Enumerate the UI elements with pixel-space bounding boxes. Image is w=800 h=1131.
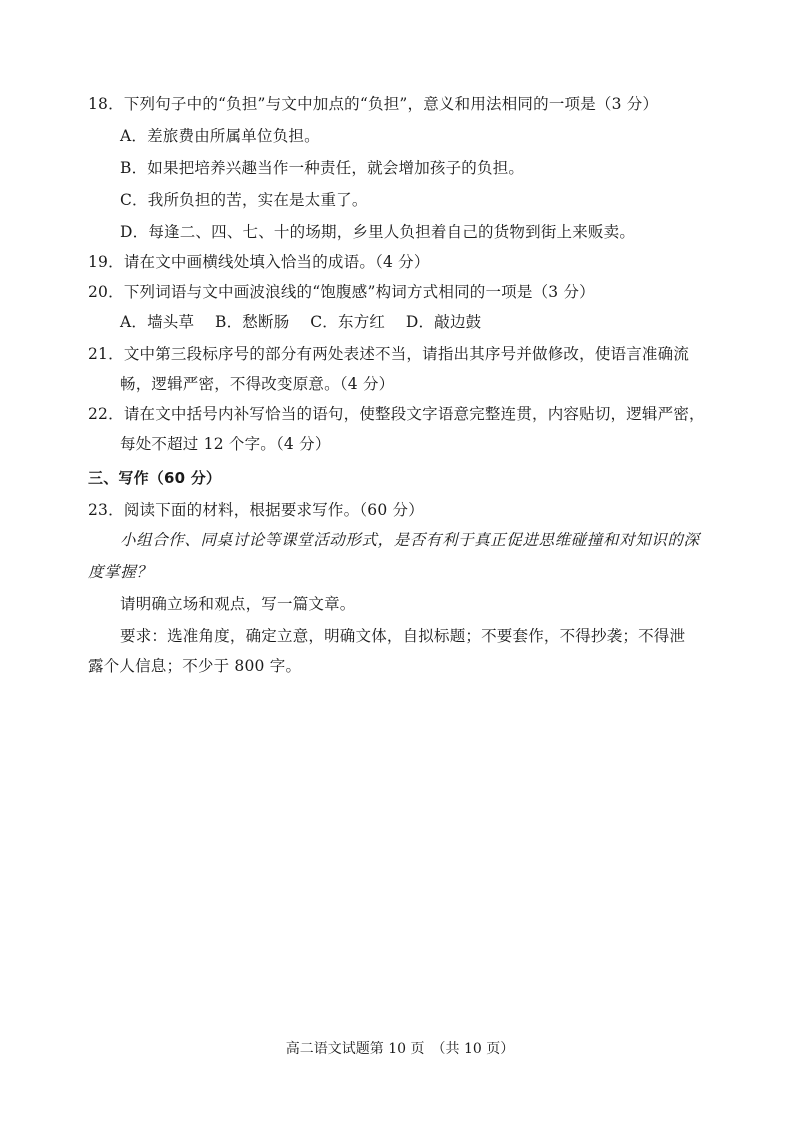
q22-line1: 22．请在文中括号内补写恰当的语句，使整段文字语意完整连贯，内容贴切，逻辑严密， <box>88 405 705 423</box>
q19-stem: 19．请在文中画横线处填入恰当的成语。（4 分） <box>88 253 430 271</box>
q21-line1: 21．文中第三段标序号的部分有两处表述不当，请指出其序号并做修改，使语言准确流 <box>88 345 690 363</box>
q20-options: A．墙头草 B．愁断肠 C．东方红 D．敲边鼓 <box>120 313 482 331</box>
q18-option-d: D．每逢二、四、七、十的场期，乡里人负担着自己的货物到街上来贩卖。 <box>120 223 636 241</box>
q18-option-b: B．如果把培养兴趣当作一种责任，就会增加孩子的负担。 <box>120 159 525 177</box>
section-heading-writing: 三、写作（60 分） <box>88 469 222 487</box>
q18-option-a: A．差旅费由所属单位负担。 <box>120 127 320 145</box>
q23-material-line1: 小组合作、同桌讨论等课堂活动形式，是否有利于真正促进思维碰撞和对知识的深 <box>120 531 700 549</box>
q18-option-c: C．我所负担的苦，实在是太重了。 <box>120 191 368 209</box>
q21-line2: 畅，逻辑严密，不得改变原意。（4 分） <box>120 375 395 393</box>
q18-stem: 18．下列句子中的“负担”与文中加点的“负担”，意义和用法相同的一项是（3 分） <box>88 95 659 113</box>
page-footer: 高二语文试题第 10 页 （共 10 页） <box>285 1041 515 1057</box>
q23-stem: 23．阅读下面的材料，根据要求写作。（60 分） <box>88 501 424 519</box>
q23-requirement-line1: 要求：选准角度，确定立意，明确文体，自拟标题；不要套作，不得抄袭；不得泄 <box>120 627 686 645</box>
q22-line2: 每处不超过 12 个字。（4 分） <box>120 435 331 453</box>
q23-instruction: 请明确立场和观点，写一篇文章。 <box>120 595 356 613</box>
q23-material-line2: 度掌握？ <box>88 563 153 581</box>
q23-requirement-line2: 露个人信息；不少于 800 字。 <box>88 657 302 675</box>
q20-stem: 20．下列词语与文中画波浪线的“饱腹感”构词方式相同的一项是（3 分） <box>88 283 595 301</box>
